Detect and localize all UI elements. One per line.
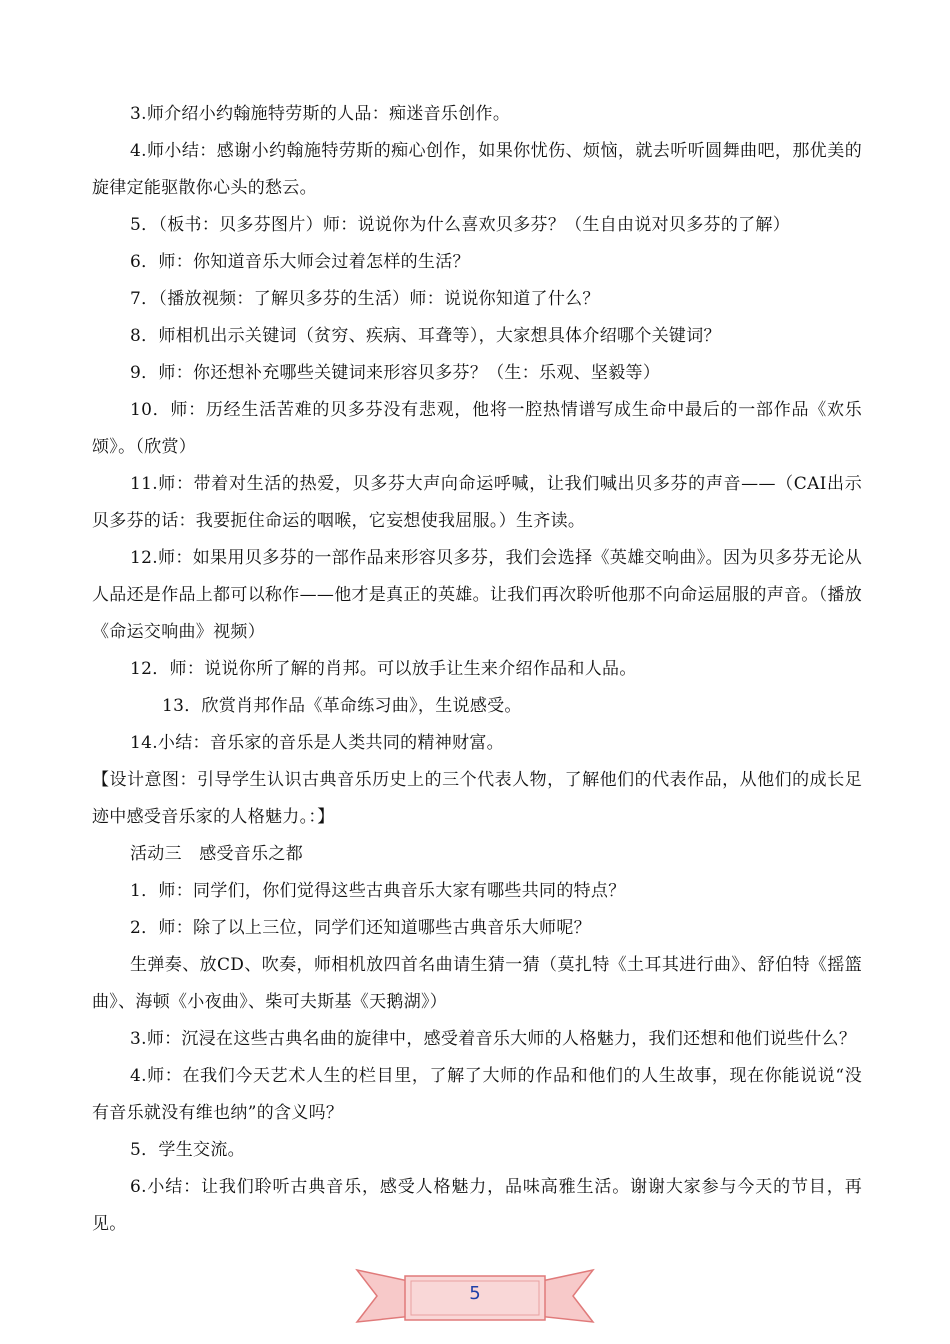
document-body (92, 96, 862, 1243)
paragraph: 5．（板书：贝多芬图片）师：说说你为什么喜欢贝多芬？（生自由说对贝多芬的了解） (130, 215, 791, 235)
paragraph: 7．（播放视频：了解贝多芬的生活）师：说说你知道了什么？ (130, 289, 600, 309)
paragraph: 10．师：历经生活苦难的贝多芬没有悲观，他将一腔热情谱写成生命中最后的一部作品《欢乐颂》。（欣赏） (92, 400, 862, 457)
page-footer (355, 1262, 595, 1326)
paragraph: 12．师：说说你所了解的肖邦。可以放手让生来介绍作品和人品。 (130, 659, 637, 679)
paragraph: 9．师：你还想补充哪些关键词来形容贝多芬？（生：乐观、坚毅等） (130, 363, 661, 383)
page-number: 5 (469, 1283, 481, 1304)
paragraph: 6.小结：让我们聆听古典音乐，感受人格魅力，品味高雅生活。谢谢大家参与今天的节目，再见。 (92, 1177, 862, 1234)
paragraph: 13．欣赏肖邦作品《革命练习曲》，生说感受。 (162, 696, 522, 716)
paragraph: 14.小结：音乐家的音乐是人类共同的精神财富。 (130, 733, 504, 753)
paragraph: 11.师：带着对生活的热爱，贝多芬大声向命运呼喊，让我们喊出贝多芬的声音——（CAI出示贝多芬的话：我要扼住命运的咽喉，它妄想使我屈服。）生齐读。 (92, 474, 862, 531)
paragraph: 8．师相机出示关键词（贫穷、疾病、耳聋等），大家想具体介绍哪个关键词？ (130, 326, 721, 346)
design-intent-note: 【设计意图：引导学生认识古典音乐历史上的三个代表人物，了解他们的代表作品，从他们的成长足迹中感受音乐家的人格魅力。：】 (92, 770, 862, 827)
paragraph: 4.师小结：感谢小约翰施特劳斯的痴心创作，如果你忧伤、烦恼，就去听听圆舞曲吧，那优美的旋律定能驱散你心头的愁云。 (92, 141, 862, 198)
paragraph: 2．师：除了以上三位，同学们还知道哪些古典音乐大师呢？ (130, 918, 591, 938)
paragraph: 12.师：如果用贝多芬的一部作品来形容贝多芬，我们会选择《英雄交响曲》。因为贝多芬无论从人品还是作品上都可以称作——他才是真正的英雄。让我们再次聆听他那不向命运屈服的声音。（播放《命运交响曲》视频） (92, 548, 862, 642)
paragraph: 5．学生交流。 (130, 1140, 245, 1160)
paragraph: 3.师：沉浸在这些古典名曲的旋律中，感受着音乐大师的人格魅力，我们还想和他们说些什么？ (130, 1029, 857, 1049)
paragraph: 3.师介绍小约翰施特劳斯的人品：痴迷音乐创作。 (130, 104, 511, 124)
paragraph: 6．师：你知道音乐大师会过着怎样的生活？ (130, 252, 470, 272)
paragraph: 4.师：在我们今天艺术人生的栏目里，了解了大师的作品和他们的人生故事，现在你能说说“没有音乐就没有维也纳”的含义吗？ (92, 1066, 862, 1123)
paragraph: 生弹奏、放CD、吹奏，师相机放四首名曲请生猜一猜（莫扎特《土耳其进行曲》、舒伯特《摇篮曲》、海顿《小夜曲》、柴可夫斯基《天鹅湖》） (92, 955, 862, 1012)
section-heading: 活动三 感受音乐之都 (130, 844, 303, 864)
paragraph: 1．师：同学们，你们觉得这些古典音乐大家有哪些共同的特点？ (130, 881, 626, 901)
